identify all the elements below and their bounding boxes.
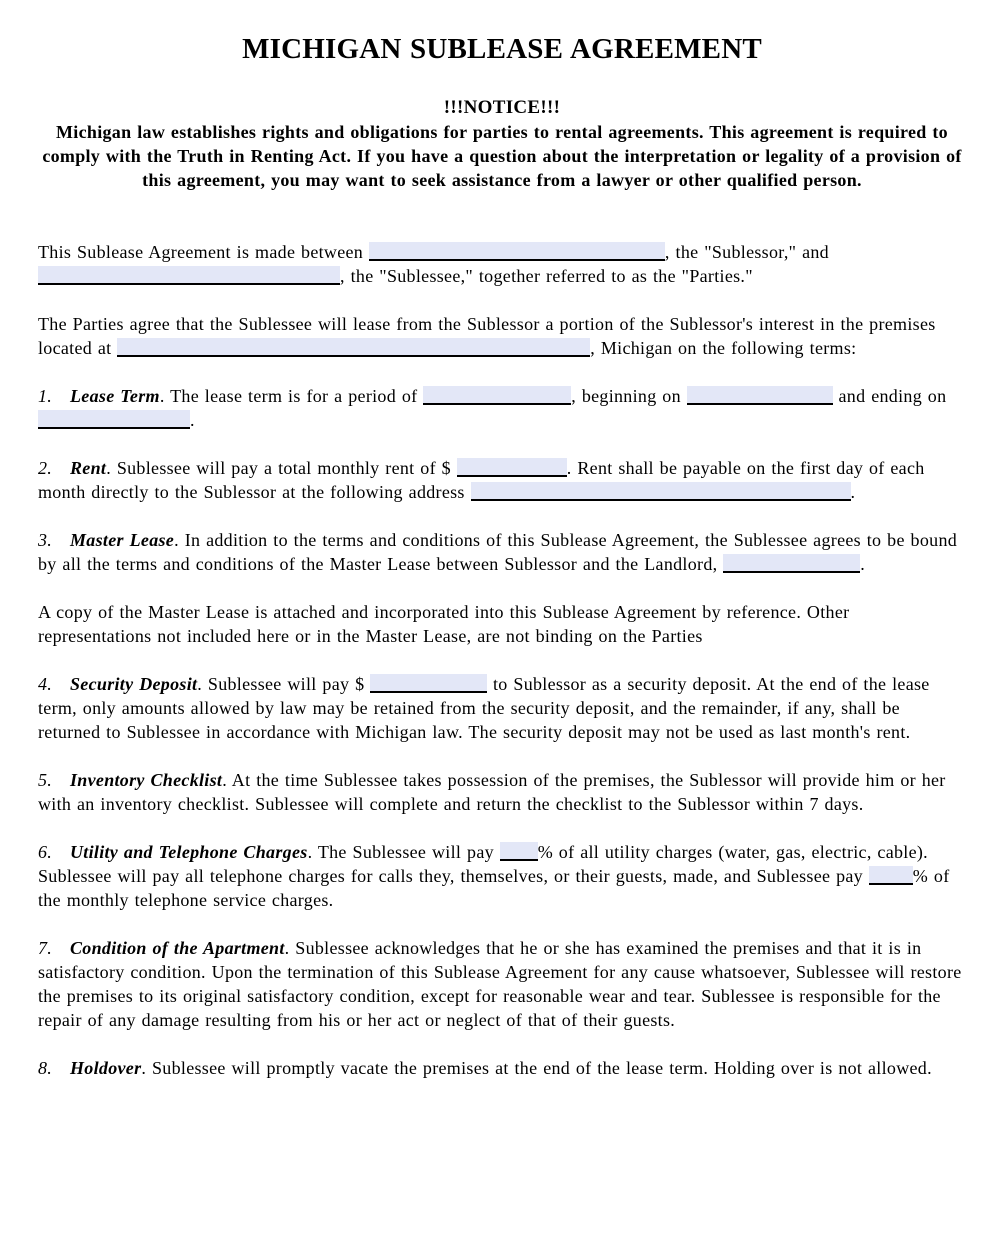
item-number: 1. — [38, 386, 53, 406]
master-copy-paragraph: A copy of the Master Lease is attached and incorporated into this Sublease Agreement by reference. Other representations not included here or in the Master Lease, are not binding on the Parties — [38, 602, 850, 646]
landlord-name-field[interactable] — [723, 554, 860, 573]
notice-section — [38, 96, 966, 192]
item-title-rent: Rent — [70, 458, 107, 478]
sublessee-name-field[interactable] — [38, 266, 340, 285]
item-lease-term — [38, 384, 966, 432]
rent-text-1: . Sublessee will pay a total monthly rent of $ — [106, 458, 457, 478]
condition-text-1: . Sublessee acknowledges that he or she has examined the premises and that it is in satisfactory condition. Upon the termination of this Sublease Agreement for any cause whatsoever, Sublessee will restore the premises to its original satisfactory condition, except for reasonable wear and tear. Sublessee is responsible for the repair of any damage resulting from his or her act or neglect of that of their guests. — [38, 938, 962, 1030]
item-number: 8. — [38, 1058, 53, 1078]
premises-text-2: , Michigan on the following terms: — [590, 338, 857, 358]
item-number: 3. — [38, 530, 53, 550]
payment-address-field[interactable] — [471, 482, 851, 501]
item-number: 2. — [38, 458, 53, 478]
utility-text-1: . The Sublessee will pay — [307, 842, 500, 862]
item-security-deposit — [38, 672, 966, 744]
item-title-inventory-checklist: Inventory Checklist — [70, 770, 223, 790]
intro-text-2: , the "Sublessor," and — [664, 242, 829, 262]
security-deposit-text-1: . Sublessee will pay $ — [197, 674, 371, 694]
premises-paragraph — [38, 312, 966, 360]
item-number: 7. — [38, 938, 53, 958]
item-title-master-lease: Master Lease — [70, 530, 175, 550]
rent-text-2: . Rent shall be payable on the first day of each month directly to the Sublessor at the following address — [38, 458, 925, 502]
intro-text-3: , the "Sublessee," together referred to as the "Parties." — [340, 266, 753, 286]
start-date-field[interactable] — [687, 386, 833, 405]
master-lease-text-1: . In addition to the terms and conditions of this Sublease Agreement, the Sublessee agrees to be bound by all the terms and conditions of the Master Lease between Sublessor and the Landlord, — [38, 530, 958, 574]
end-date-field[interactable] — [38, 410, 190, 429]
premises-address-field[interactable] — [117, 338, 590, 357]
lease-term-text-2: , beginning on — [571, 386, 687, 406]
item-condition-apartment — [38, 936, 966, 1032]
item-rent — [38, 456, 966, 504]
document-title: MICHIGAN SUBLEASE AGREEMENT — [242, 33, 762, 65]
notice-heading: !!!NOTICE!!! — [443, 97, 561, 118]
item-number: 4. — [38, 674, 53, 694]
monthly-rent-field[interactable] — [457, 458, 567, 477]
intro-paragraph — [38, 240, 966, 288]
lease-period-field[interactable] — [423, 386, 571, 405]
holdover-text-1: . Sublessee will promptly vacate the premises at the end of the lease term. Holding over is not allowed. — [141, 1058, 932, 1078]
telephone-percent-field[interactable] — [869, 866, 913, 885]
inventory-checklist-text-1: . At the time Sublessee takes possession of the premises, the Sublessor will provide him or her with an inventory checklist. Sublessee will complete and return the checklist to the Sublessor within 7 days. — [38, 770, 946, 814]
item-number: 6. — [38, 842, 53, 862]
item-inventory-checklist — [38, 768, 966, 816]
item-holdover — [38, 1056, 966, 1080]
security-deposit-text-2: to Sublessor as a security deposit. At the end of the lease term, only amounts allowed by law may be retained from the security deposit, and the remainder, if any, shall be returned to Sublessee in accordance with Michigan law. The security deposit may not be used as last month's rent. — [38, 674, 930, 742]
intro-text-1: This Sublease Agreement is made between — [38, 242, 369, 262]
master-lease-text-2: . — [860, 554, 866, 574]
item-utility-telephone — [38, 840, 966, 912]
item-title-holdover: Holdover — [70, 1058, 142, 1078]
sublessor-name-field[interactable] — [369, 242, 665, 261]
notice-body: Michigan law establishes rights and obligations for parties to rental agreements. This agreement is required to comply with the Truth in Renting Act. If you have a question about the interpretation or legality of a provision of this agreement, you may want to seek assistance from a lawyer or other qualified person. — [42, 122, 962, 190]
item-title-lease-term: Lease Term — [70, 386, 160, 406]
item-title-security-deposit: Security Deposit — [70, 674, 198, 694]
item-master-lease — [38, 528, 966, 576]
lease-term-text-3: and ending on — [832, 386, 947, 406]
item-title-condition-apartment: Condition of the Apartment — [70, 938, 285, 958]
utility-percent-field[interactable] — [500, 842, 538, 861]
item-title-utility-telephone: Utility and Telephone Charges — [70, 842, 308, 862]
item-number: 5. — [38, 770, 53, 790]
rent-text-3: . — [850, 482, 856, 502]
lease-term-text-1: . The lease term is for a period of — [159, 386, 424, 406]
utility-text-2: % of all utility charges (water, gas, electric, cable). Sublessee will pay all telephone charges for calls they, themselves, or their guests, made, and Sublessee pay — [38, 842, 928, 886]
lease-term-text-4: . — [190, 410, 195, 430]
security-deposit-field[interactable] — [370, 674, 487, 693]
utility-text-3: % of the monthly telephone service charges. — [38, 866, 950, 910]
premises-text-1: The Parties agree that the Sublessee will lease from the Sublessor a portion of the Sublessor's interest in the premises located at — [38, 314, 936, 358]
